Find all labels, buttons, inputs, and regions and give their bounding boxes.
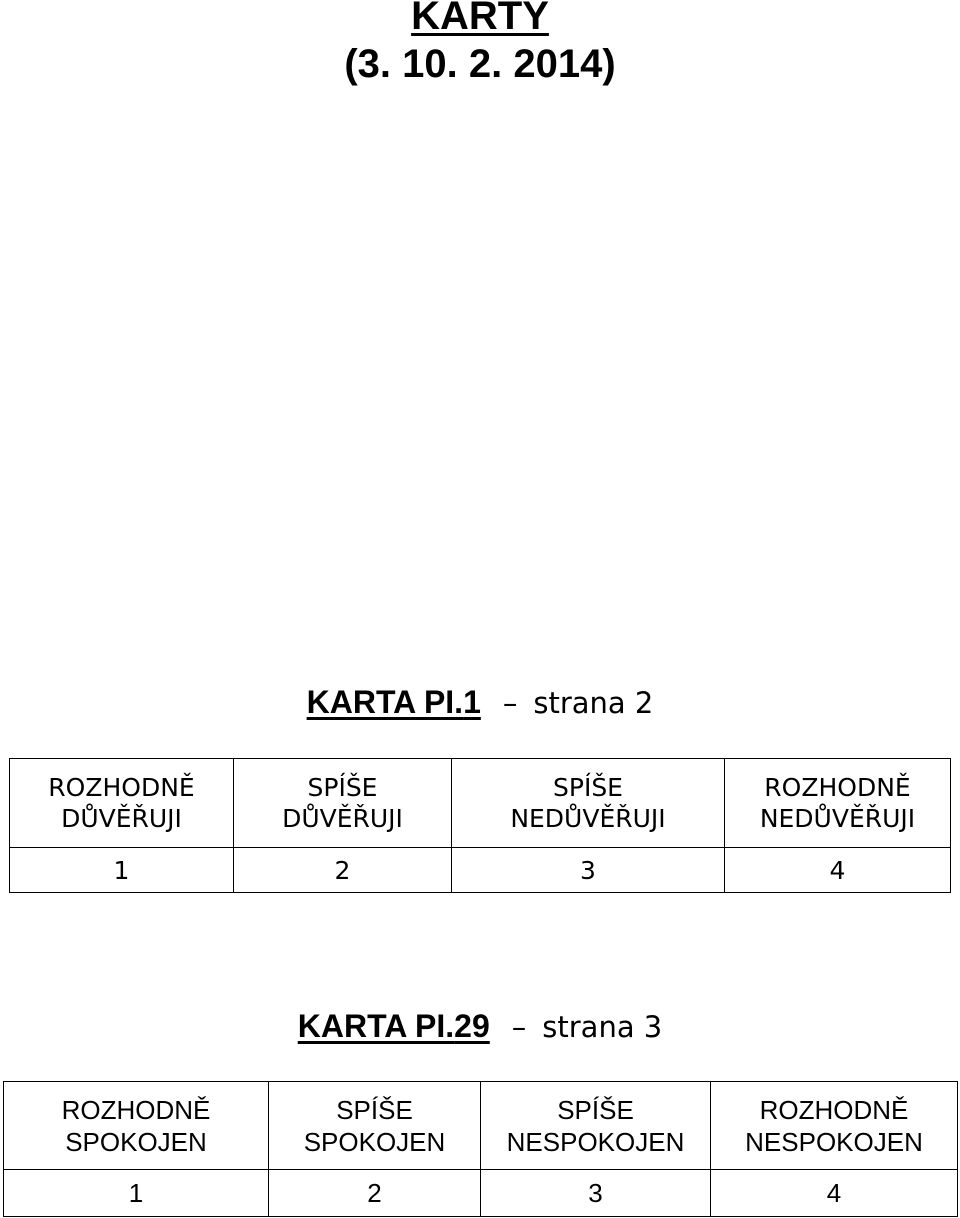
document-title: KARTY (411, 0, 549, 38)
card-dash: – (511, 1010, 527, 1044)
scale-option: ROZHODNĚ SPOKOJEN (4, 1082, 269, 1170)
scale-values-row (10, 848, 951, 893)
scale-value: 4 (725, 848, 951, 893)
card-label (307, 684, 481, 720)
scale-value: 3 (452, 848, 725, 893)
scale-option: SPÍŠE DŮVĚŘUJI (234, 759, 452, 848)
card-page-ref: strana 2 (533, 686, 654, 720)
scale-value: 3 (481, 1170, 711, 1217)
card-heading-2 (0, 1007, 960, 1052)
scale-options-row (4, 1082, 958, 1170)
scale-value: 2 (269, 1170, 481, 1217)
scale-value: 1 (4, 1170, 269, 1217)
scale-option: ROZHODNĚ DŮVĚŘUJI (10, 759, 234, 848)
card-label-number: 29 (454, 1008, 490, 1044)
card-label-prefix: KARTA PI. (306, 684, 464, 720)
scale-option: ROZHODNĚ NESPOKOJEN (711, 1082, 958, 1170)
scale-values-row (4, 1170, 958, 1217)
scale-value: 2 (234, 848, 452, 893)
card-label-number: 1 (463, 684, 481, 720)
scale-option: ROZHODNĚ NEDŮVĚŘUJI (725, 759, 951, 848)
scale-table-2 (3, 1081, 958, 1217)
card-label (298, 1008, 490, 1044)
scale-options-row (10, 759, 951, 848)
card-heading-1 (0, 683, 960, 728)
card-dash: – (502, 686, 518, 720)
scale-option: SPÍŠE SPOKOJEN (269, 1082, 481, 1170)
document-date: (3. 10. 2. 2014) (344, 42, 616, 86)
scale-table-1 (9, 758, 951, 893)
scale-value: 1 (10, 848, 234, 893)
scale-option: SPÍŠE NEDŮVĚŘUJI (452, 759, 725, 848)
scale-value: 4 (711, 1170, 958, 1217)
card-page-ref: strana 3 (542, 1010, 663, 1044)
scale-option: SPÍŠE NESPOKOJEN (481, 1082, 711, 1170)
card-label-prefix: KARTA PI. (297, 1008, 455, 1044)
